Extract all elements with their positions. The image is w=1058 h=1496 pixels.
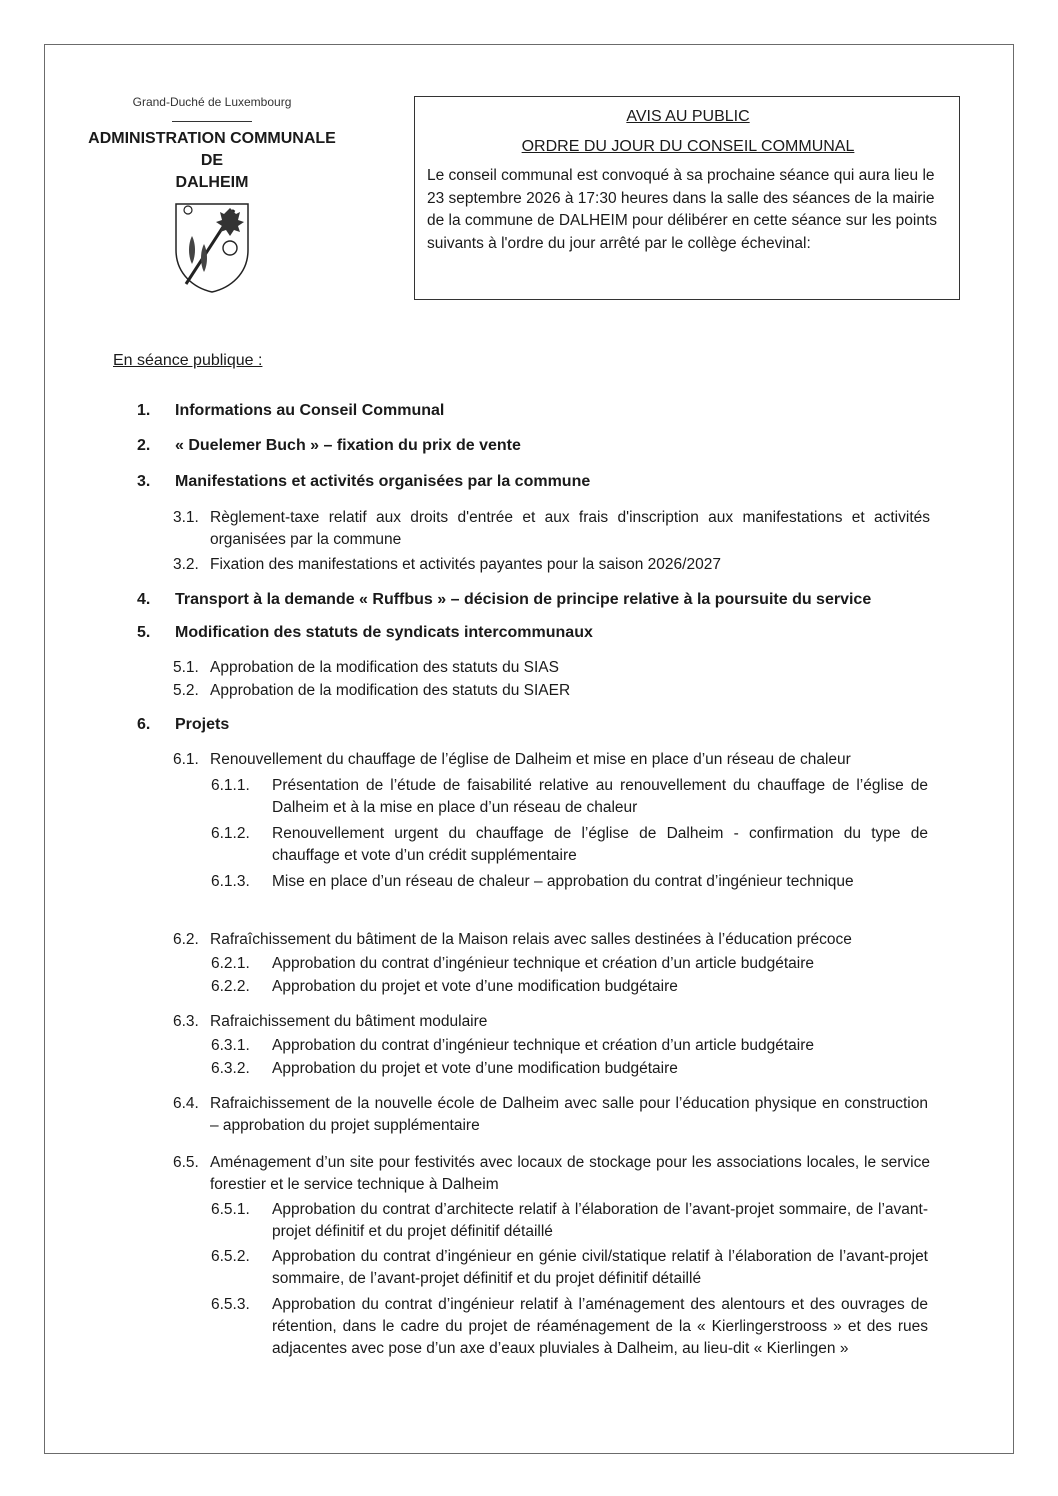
country-name: Grand-Duché de Luxembourg [132,95,292,109]
item-text: Renouvellement urgent du chauffage de l’église de Dalheim - confirmation du type de chauffage et vote d’un crédit supplémentaire [272,825,928,864]
notice-subtitle: ORDRE DU JOUR DU CONSEIL COMMUNAL [521,138,855,155]
header-left [84,95,340,294]
item-number: 5.2. [173,682,199,699]
item-text: Rafraichissement de la nouvelle école de Dalheim avec salle pour l’éducation physique en construction – approbation du projet supplémentaire [210,1095,928,1134]
item-text: Présentation de l’étude de faisabilité relative au renouvellement du chauffage de l’église de Dalheim et à la mise en place d’un réseau de chaleur [272,777,928,816]
coat-of-arms-icon [172,200,252,294]
item-number: 3.2. [173,556,199,573]
section-heading: En séance publique : [113,352,263,369]
item-number: 6.3. [173,1013,199,1030]
item-text: Approbation de la modification des statuts du SIAER [210,682,571,699]
item-text: Informations au Conseil Communal [175,402,445,419]
item-text: Aménagement d’un site pour festivités avec locaux de stockage pour les associations locales, le service forestier et le service technique à Dalheim [210,1154,930,1193]
item-number: 4. [137,591,151,608]
item-text: Approbation du contrat d’ingénieur technique et création d’un article budgétaire [272,1037,815,1054]
item-text: Approbation du contrat d’ingénieur technique et création d’un article budgétaire [272,955,815,972]
admin-line-1: ADMINISTRATION COMMUNALE [88,130,336,147]
item-number: 1. [137,402,151,419]
item-text: « Duelemer Buch » – fixation du prix de vente [175,437,521,454]
item-text: Manifestations et activités organisées par la commune [175,473,591,490]
admin-line-2: DE [200,152,224,169]
item-number: 6.2.1. [211,955,250,972]
item-text: Renouvellement du chauffage de l’église de Dalheim et mise en place d’un réseau de chaleur [210,751,851,768]
item-text: Règlement-taxe relatif aux droits d'entrée et aux frais d'inscription aux manifestations et activités organisées par la commune [210,509,930,548]
admin-line-3: DALHEIM [175,174,249,191]
item-text: Approbation du contrat d’ingénieur relatif à l’aménagement des alentours et des ouvrages de rétention, dans le cadre du projet de réaménagement de la « Kierlingerstrooss » et des rues adjacentes avec pose d’un axe d’eaux pluviales à Dalheim, au lieu-dit « Kierlingen » [272,1296,928,1357]
item-number: 5.1. [173,659,199,676]
item-text: Rafraichissement du bâtiment modulaire [210,1013,488,1030]
item-text: Fixation des manifestations et activités payantes pour la saison 2026/2027 [210,556,721,573]
item-number: 6.1. [173,751,199,768]
item-number: 2. [137,437,151,454]
item-number: 6.5.2. [211,1248,250,1265]
item-number: 6.1.2. [211,825,250,842]
notice-box [414,96,960,300]
item-number: 6.4. [173,1095,199,1112]
item-number: 6.2. [173,931,199,948]
item-text: Transport à la demande « Ruffbus » – décision de principe relative à la poursuite du service [175,591,872,608]
item-text: Approbation du contrat d’ingénieur en génie civil/statique relatif à l’élaboration de l’avant-projet sommaire, de l’avant-projet définitif et du projet définitif détaillé [272,1248,928,1287]
item-number: 6.2.2. [211,978,250,995]
item-number: 6.3.2. [211,1060,250,1077]
item-number: 3.1. [173,509,199,526]
item-text: Approbation de la modification des statuts du SIAS [210,659,559,676]
notice-title: AVIS AU PUBLIC [626,108,750,125]
item-number: 6.1.1. [211,777,250,794]
notice-text: Le conseil communal est convoqué à sa prochaine séance qui aura lieu le 23 septembre 2026 à 17:30 heures dans la salle des séances de la mairie de la commune de DALHEIM pour délibérer en cette séance sur les points suivants à l'ordre du jour arrêté par le collège échevinal: [427,167,938,252]
header-divider [172,121,252,122]
item-number: 3. [137,473,151,490]
item-number: 6.5.1. [211,1201,250,1218]
item-number: 5. [137,624,151,641]
item-text: Modification des statuts de syndicats intercommunaux [175,624,593,641]
item-text: Mise en place d’un réseau de chaleur – approbation du contrat d’ingénieur technique [272,873,854,890]
item-text: Approbation du projet et vote d’une modification budgétaire [272,978,678,995]
item-number: 6.1.3. [211,873,250,890]
item-number: 6. [137,716,151,733]
item-number: 6.5.3. [211,1296,250,1313]
item-text: Rafraîchissement du bâtiment de la Maison relais avec salles destinées à l’éducation précoce [210,931,852,948]
item-text: Approbation du contrat d’architecte relatif à l’élaboration de l’avant-projet sommaire, de l’avant-projet définitif et du projet définitif détaillé [272,1201,928,1240]
item-number: 6.3.1. [211,1037,250,1054]
item-number: 6.5. [173,1154,199,1171]
item-text: Approbation du projet et vote d’une modification budgétaire [272,1060,678,1077]
item-text: Projets [175,716,230,733]
